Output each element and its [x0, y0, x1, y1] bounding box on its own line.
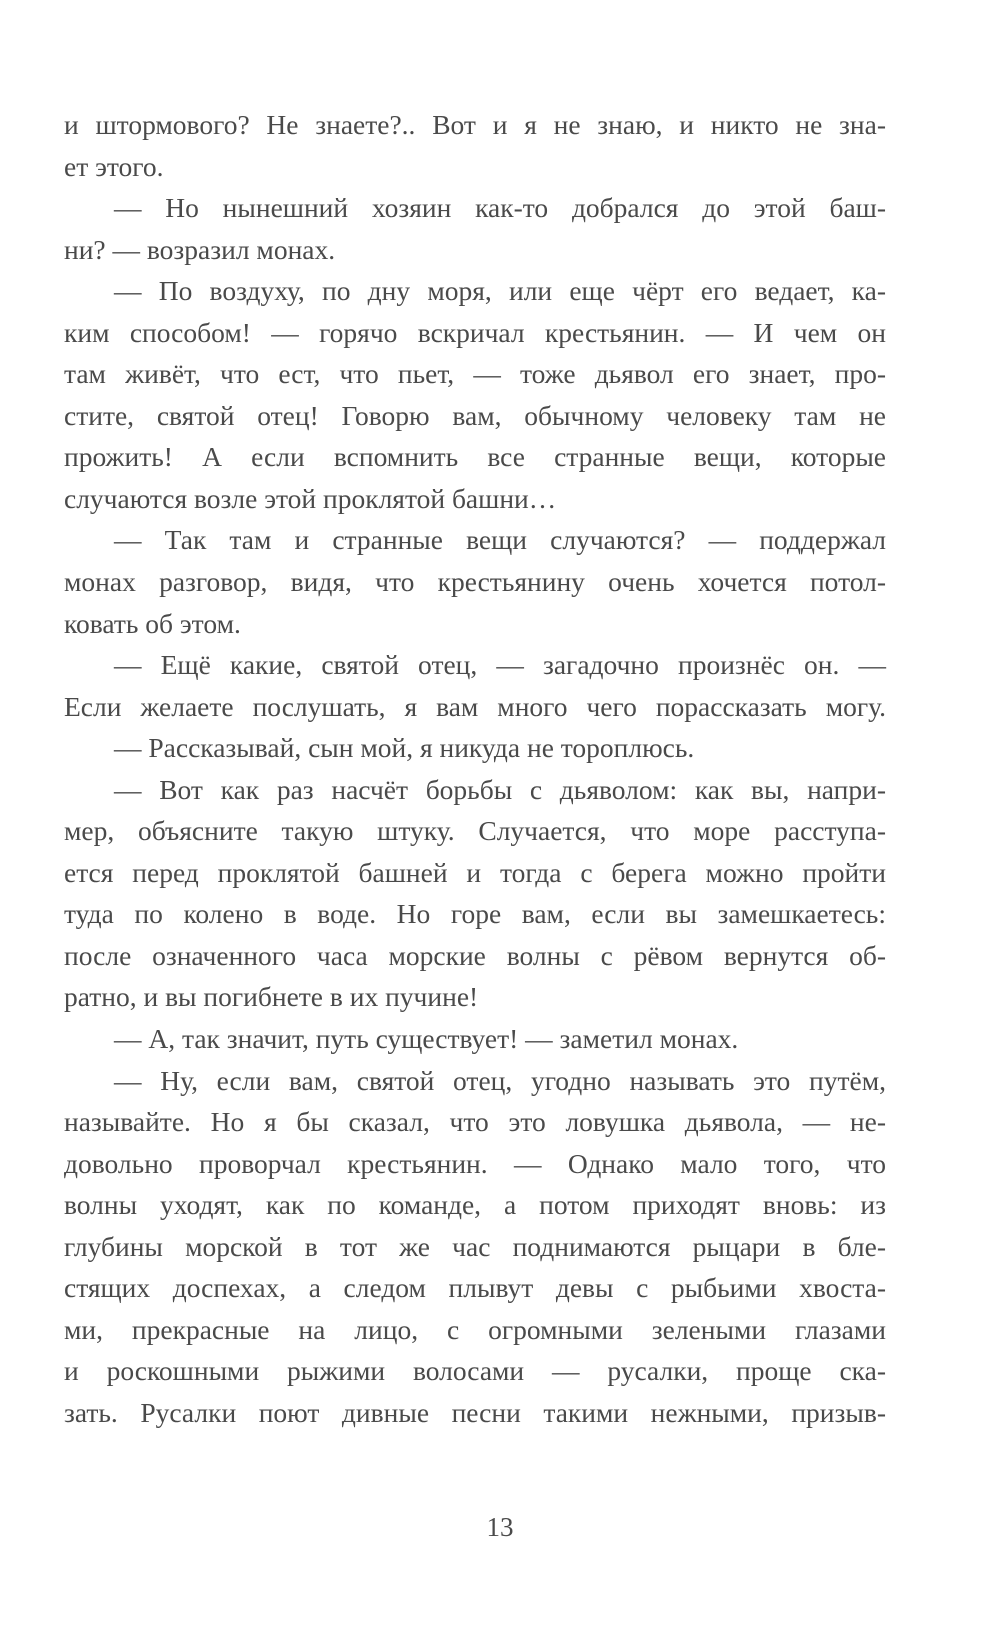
text-line: — Рассказывай, сын мой, я никуда не тороплюсь. — [114, 732, 695, 764]
text-line: ратно, и вы погибнете в их пучине! — [64, 981, 479, 1013]
text-line: — По воздуху, по дну моря, или еще чёрт его ведает, ка- — [114, 275, 886, 307]
text-line: ковать об этом. — [64, 607, 241, 639]
text-line: глубины морской в тот же час поднимаются рыцари в бле- — [64, 1230, 886, 1262]
text-line: ми, прекрасные на лицо, с огромными зелеными глазами — [64, 1313, 886, 1345]
text-line: и роскошными рыжими волосами — русалки, проще ска- — [64, 1355, 886, 1387]
text-line: — Ну, если вам, святой отец, угодно называть это путём, — [114, 1064, 886, 1096]
text-line: случаются возле этой проклятой башни… — [64, 482, 557, 514]
text-line: Если желаете послушать, я вам много чего порассказать могу. — [64, 690, 886, 722]
text-line: — Так там и странные вещи случаются? — поддержал — [114, 524, 886, 556]
text-line: стящих доспехах, а следом плывут девы с рыбьими хвоста- — [64, 1272, 886, 1304]
text-line: ет этого. — [64, 150, 164, 182]
text-line: мер, объясните такую штуку. Случается, что море расступа- — [64, 815, 886, 847]
text-line: волны уходят, как по команде, а потом приходят вновь: из — [64, 1189, 886, 1221]
text-line: и штормового? Не знаете?.. Вот и я не знаю, и никто не зна- — [64, 109, 886, 140]
text-line: называйте. Но я бы сказал, что это ловушка дьявола, — не- — [64, 1106, 886, 1138]
text-line: довольно проворчал крестьянин. — Однако мало того, что — [64, 1147, 886, 1179]
text-line: — Ещё какие, святой отец, — загадочно произнёс он. — — [114, 649, 886, 681]
text-line: туда по колено в воде. Но горе вам, если вы замешкаетесь: — [64, 898, 886, 930]
text-line: ется перед проклятой башней и тогда с берега можно пройти — [64, 856, 886, 888]
text-line: там живёт, что ест, что пьет, — тоже дьявол его знает, про- — [64, 358, 886, 390]
body-text — [64, 104, 886, 1434]
text-line: — А, так значит, путь существует! — заметил монах. — [114, 1023, 739, 1055]
text-line: прожить! А если вспомнить все странные вещи, которые — [64, 441, 886, 473]
text-line: после означенного часа морские волны с рёвом вернутся об- — [64, 939, 886, 971]
text-line: ни? — возразил монах. — [64, 233, 336, 265]
text-line: монах разговор, видя, что крестьянину очень хочется потол- — [64, 566, 886, 598]
text-line: — Но нынешний хозяин как-то добрался до этой баш- — [114, 192, 886, 224]
text-line: ким способом! — горячо вскричал крестьянин. — И чем он — [64, 316, 886, 348]
page-number: 13 — [486, 1512, 514, 1542]
text-line: зать. Русалки поют дивные песни такими нежными, призыв- — [64, 1396, 886, 1428]
text-line: — Вот как раз насчёт борьбы с дьяволом: как вы, напри- — [114, 773, 886, 805]
text-line: стите, святой отец! Говорю вам, обычному человеку там не — [64, 399, 886, 431]
